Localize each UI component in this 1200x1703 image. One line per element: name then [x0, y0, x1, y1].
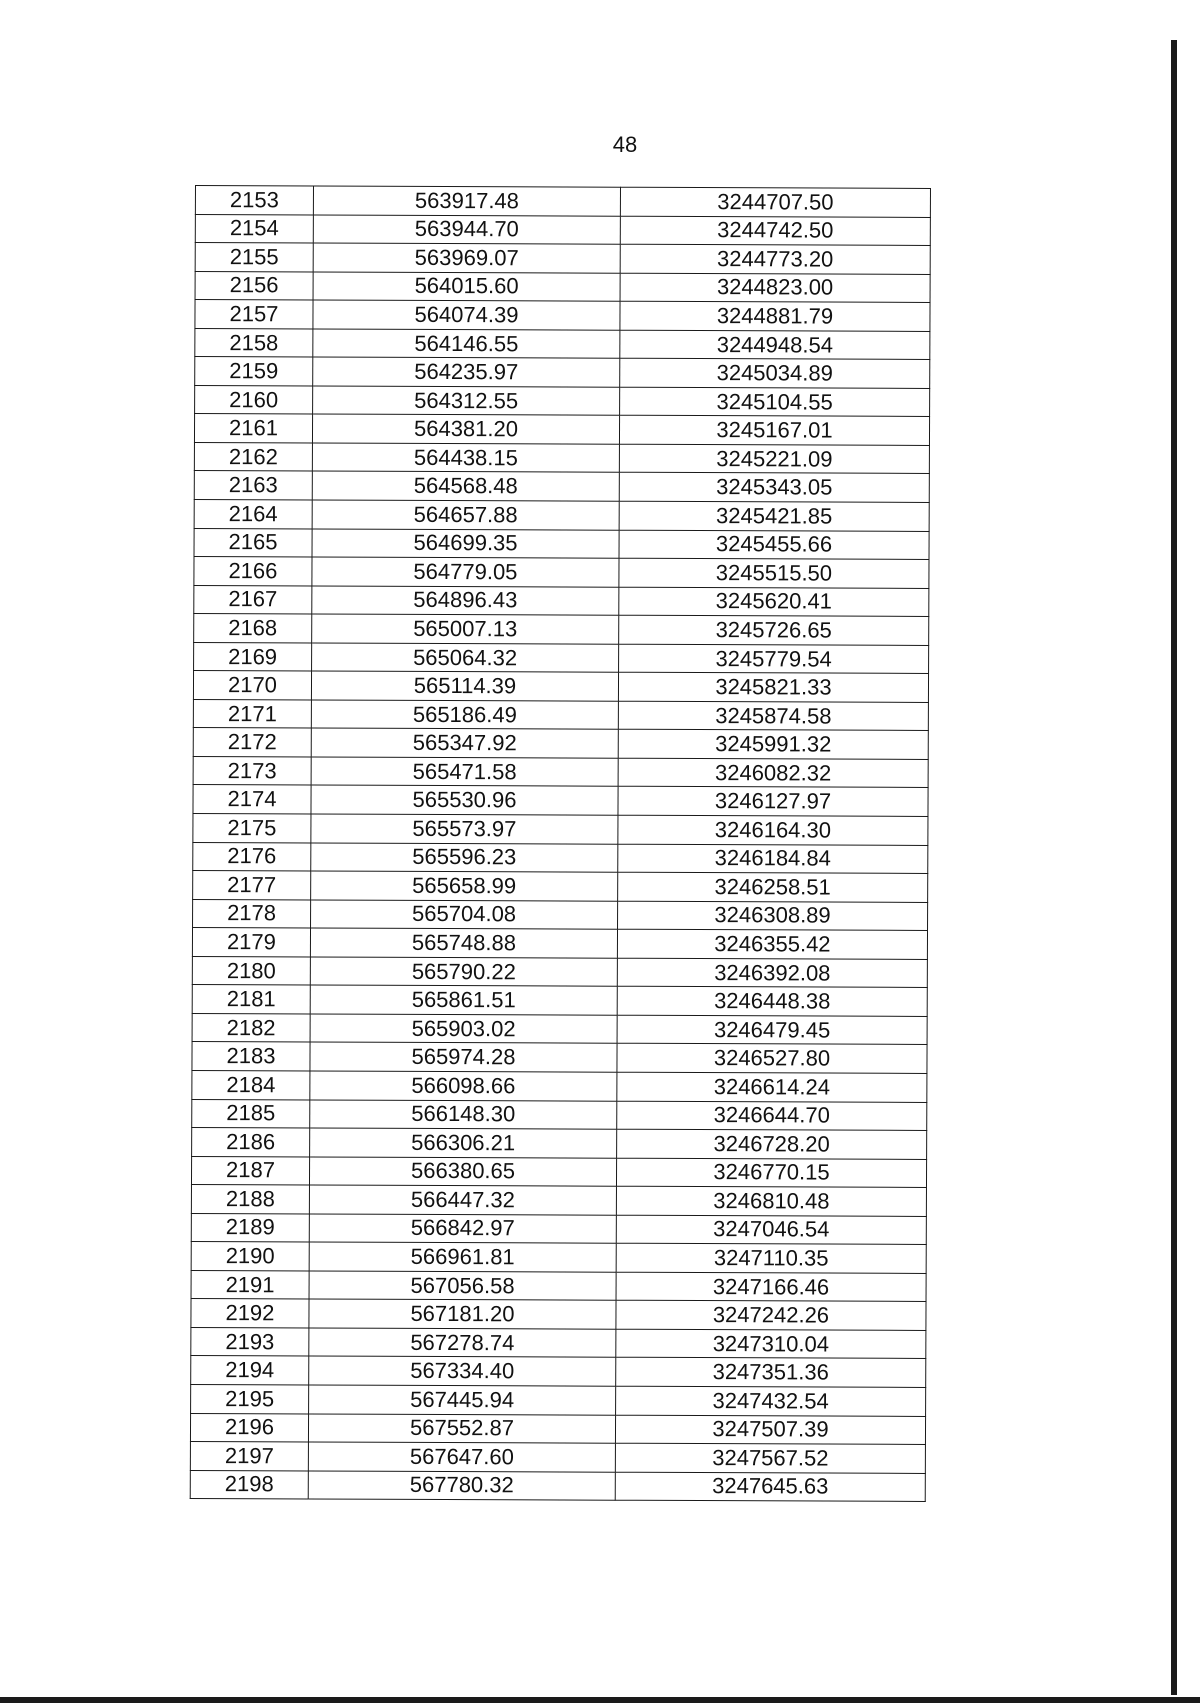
point-number-cell: 2193: [191, 1327, 309, 1356]
point-number-cell: 2156: [195, 271, 313, 300]
table-row: [191, 1270, 926, 1301]
table-row: [195, 300, 930, 331]
table-row: [195, 328, 930, 359]
northing-cell: 3247310.04: [616, 1329, 926, 1359]
northing-cell: 3247351.36: [616, 1358, 926, 1388]
easting-cell: 565573.97: [311, 814, 618, 844]
table-row: [193, 871, 928, 902]
easting-cell: 564657.88: [312, 500, 619, 530]
table-row: [193, 671, 928, 702]
easting-cell: 566842.97: [309, 1214, 616, 1244]
table-row: [192, 985, 927, 1016]
northing-cell: 3245874.58: [618, 701, 928, 731]
table-row: [193, 814, 928, 845]
northing-cell: 3246448.38: [617, 987, 927, 1017]
northing-cell: 3244948.54: [620, 330, 930, 360]
point-number-cell: 2187: [191, 1156, 309, 1185]
table-row: [191, 1356, 926, 1387]
point-number-cell: 2166: [194, 557, 312, 586]
easting-cell: 565530.96: [311, 785, 618, 815]
easting-cell: 565974.28: [310, 1042, 617, 1072]
easting-cell: 563969.07: [313, 243, 620, 273]
point-number-cell: 2171: [193, 699, 311, 728]
table-row: [193, 728, 928, 759]
northing-cell: 3245034.89: [620, 358, 930, 388]
point-number-cell: 2176: [193, 842, 311, 871]
table-body: [190, 186, 930, 1502]
point-number-cell: 2189: [191, 1213, 309, 1242]
easting-cell: 566098.66: [310, 1071, 617, 1101]
table-row: [192, 1070, 927, 1101]
table-row: [192, 1099, 927, 1130]
point-number-cell: 2186: [192, 1128, 310, 1157]
point-number-cell: 2198: [190, 1470, 308, 1499]
point-number-cell: 2160: [195, 385, 313, 414]
easting-cell: 564015.60: [313, 272, 620, 302]
table-row: [193, 756, 928, 787]
easting-cell: 566447.32: [309, 1185, 616, 1215]
northing-cell: 3246355.42: [617, 929, 927, 959]
easting-cell: 566306.21: [310, 1128, 617, 1158]
northing-cell: 3247645.63: [615, 1472, 925, 1502]
easting-cell: 563917.48: [313, 186, 620, 216]
point-number-cell: 2182: [192, 1013, 310, 1042]
table-row: [194, 557, 929, 588]
table-row: [195, 271, 930, 302]
point-number-cell: 2188: [191, 1185, 309, 1214]
point-number-cell: 2194: [191, 1356, 309, 1385]
table-row: [190, 1442, 925, 1473]
point-number-cell: 2172: [193, 728, 311, 757]
table-row: [194, 642, 929, 673]
point-number-cell: 2180: [192, 956, 310, 985]
point-number-cell: 2153: [195, 186, 313, 215]
point-number-cell: 2179: [192, 928, 310, 957]
northing-cell: 3246308.89: [618, 901, 928, 931]
northing-cell: 3245779.54: [619, 644, 929, 674]
northing-cell: 3244823.00: [620, 273, 930, 303]
table-row: [191, 1299, 926, 1330]
easting-cell: 565064.32: [312, 643, 619, 673]
easting-cell: 564381.20: [312, 414, 619, 444]
easting-cell: 565861.51: [310, 985, 617, 1015]
easting-cell: 566380.65: [309, 1157, 616, 1187]
table-row: [195, 214, 930, 245]
northing-cell: 3246644.70: [617, 1101, 927, 1131]
point-number-cell: 2159: [195, 357, 313, 386]
easting-cell: 567445.94: [309, 1385, 616, 1415]
point-number-cell: 2178: [193, 899, 311, 928]
northing-cell: 3245515.50: [619, 558, 929, 588]
table-row: [191, 1327, 926, 1358]
northing-cell: 3247110.35: [616, 1243, 926, 1273]
northing-cell: 3244707.50: [620, 187, 930, 217]
table-row: [191, 1156, 926, 1187]
easting-cell: 567181.20: [309, 1299, 616, 1329]
easting-cell: 567278.74: [309, 1328, 616, 1358]
point-number-cell: 2162: [194, 442, 312, 471]
northing-cell: 3244773.20: [620, 244, 930, 274]
northing-cell: 3246127.97: [618, 787, 928, 817]
point-number-cell: 2168: [194, 614, 312, 643]
northing-cell: 3245421.85: [619, 501, 929, 531]
point-number-cell: 2196: [190, 1413, 308, 1442]
easting-cell: 565658.99: [311, 871, 618, 901]
easting-cell: 565748.88: [310, 928, 617, 958]
table-row: [192, 1013, 927, 1044]
point-number-cell: 2190: [191, 1242, 309, 1271]
point-number-cell: 2197: [190, 1442, 308, 1471]
northing-cell: 3246392.08: [617, 958, 927, 988]
point-number-cell: 2192: [191, 1299, 309, 1328]
northing-cell: 3245620.41: [619, 587, 929, 617]
table-row: [194, 414, 929, 445]
table-row: [194, 528, 929, 559]
point-number-cell: 2177: [193, 871, 311, 900]
easting-cell: 564312.55: [313, 386, 620, 416]
easting-cell: 567334.40: [309, 1356, 616, 1386]
table-row: [194, 442, 929, 473]
easting-cell: 567056.58: [309, 1271, 616, 1301]
easting-cell: 564779.05: [312, 557, 619, 587]
point-number-cell: 2163: [194, 471, 312, 500]
easting-cell: 564235.97: [313, 357, 620, 387]
northing-cell: 3245991.32: [618, 730, 928, 760]
easting-cell: 564074.39: [313, 300, 620, 330]
northing-cell: 3247507.39: [615, 1415, 925, 1445]
point-number-cell: 2155: [195, 243, 313, 272]
point-number-cell: 2170: [193, 671, 311, 700]
northing-cell: 3245167.01: [619, 416, 929, 446]
scan-edge-bottom: [0, 1697, 1200, 1703]
easting-cell: 565186.49: [311, 700, 618, 730]
table-row: [192, 1128, 927, 1159]
easting-cell: 567647.60: [308, 1442, 615, 1472]
easting-cell: 564699.35: [312, 529, 619, 559]
point-number-cell: 2191: [191, 1270, 309, 1299]
northing-cell: 3246770.15: [616, 1158, 926, 1188]
northing-cell: 3245104.55: [620, 387, 930, 417]
table-row: [195, 243, 930, 274]
table-row: [191, 1384, 926, 1415]
table-row: [193, 699, 928, 730]
northing-cell: 3247567.52: [615, 1443, 925, 1473]
table-row: [191, 1185, 926, 1216]
point-number-cell: 2185: [192, 1099, 310, 1128]
northing-cell: 3246527.80: [617, 1044, 927, 1074]
northing-cell: 3245726.65: [619, 615, 929, 645]
table-row: [194, 585, 929, 616]
easting-cell: 566148.30: [310, 1099, 617, 1129]
table-row: [192, 1042, 927, 1073]
scan-edge-right: [1171, 40, 1177, 1695]
easting-cell: 563944.70: [313, 215, 620, 245]
point-number-cell: 2157: [195, 300, 313, 329]
northing-cell: 3246164.30: [618, 815, 928, 845]
easting-cell: 565114.39: [311, 671, 618, 701]
table-row: [191, 1242, 926, 1273]
point-number-cell: 2181: [192, 985, 310, 1014]
table-row: [191, 1213, 926, 1244]
table-row: [190, 1413, 925, 1444]
table-row: [193, 899, 928, 930]
northing-cell: 3247046.54: [616, 1215, 926, 1245]
table-row: [193, 842, 928, 873]
easting-cell: 565790.22: [310, 957, 617, 987]
northing-cell: 3247242.26: [616, 1301, 926, 1331]
northing-cell: 3245455.66: [619, 530, 929, 560]
easting-cell: 566961.81: [309, 1242, 616, 1272]
table-row: [195, 186, 930, 217]
northing-cell: 3244881.79: [620, 301, 930, 331]
table-row: [192, 928, 927, 959]
northing-cell: 3246082.32: [618, 758, 928, 788]
easting-cell: 565903.02: [310, 1014, 617, 1044]
easting-cell: 565704.08: [311, 900, 618, 930]
table-row: [194, 614, 929, 645]
easting-cell: 567552.87: [308, 1413, 615, 1443]
easting-cell: 565007.13: [312, 614, 619, 644]
table-row: [194, 471, 929, 502]
northing-cell: 3246614.24: [617, 1072, 927, 1102]
easting-cell: 564146.55: [313, 329, 620, 359]
easting-cell: 565347.92: [311, 728, 618, 758]
table-row: [195, 357, 930, 388]
point-number-cell: 2164: [194, 500, 312, 529]
table-row: [192, 956, 927, 987]
easting-cell: 564896.43: [312, 586, 619, 616]
easting-cell: 564568.48: [312, 471, 619, 501]
northing-cell: 3246728.20: [617, 1129, 927, 1159]
point-number-cell: 2169: [194, 642, 312, 671]
point-number-cell: 2167: [194, 585, 312, 614]
northing-cell: 3246479.45: [617, 1015, 927, 1045]
page-number: 48: [612, 132, 638, 157]
easting-cell: 567780.32: [308, 1471, 615, 1501]
table-row: [190, 1470, 925, 1501]
northing-cell: 3245821.33: [618, 673, 928, 703]
northing-cell: 3247432.54: [616, 1386, 926, 1416]
easting-cell: 565596.23: [311, 843, 618, 873]
point-number-cell: 2154: [195, 214, 313, 243]
northing-cell: 3244742.50: [620, 216, 930, 246]
easting-cell: 565471.58: [311, 757, 618, 787]
point-number-cell: 2158: [195, 328, 313, 357]
point-number-cell: 2174: [193, 785, 311, 814]
table-row: [194, 500, 929, 531]
easting-cell: 564438.15: [312, 443, 619, 473]
northing-cell: 3245343.05: [619, 473, 929, 503]
point-number-cell: 2165: [194, 528, 312, 557]
table-row: [193, 785, 928, 816]
northing-cell: 3246810.48: [616, 1186, 926, 1216]
point-number-cell: 2184: [192, 1070, 310, 1099]
point-number-cell: 2183: [192, 1042, 310, 1071]
point-number-cell: 2175: [193, 814, 311, 843]
point-number-cell: 2173: [193, 756, 311, 785]
point-number-cell: 2195: [191, 1384, 309, 1413]
northing-cell: 3247166.46: [616, 1272, 926, 1302]
northing-cell: 3246184.84: [618, 844, 928, 874]
table-row: [195, 385, 930, 416]
coordinate-table: [190, 185, 931, 1502]
northing-cell: 3245221.09: [619, 444, 929, 474]
northing-cell: 3246258.51: [618, 872, 928, 902]
point-number-cell: 2161: [194, 414, 312, 443]
